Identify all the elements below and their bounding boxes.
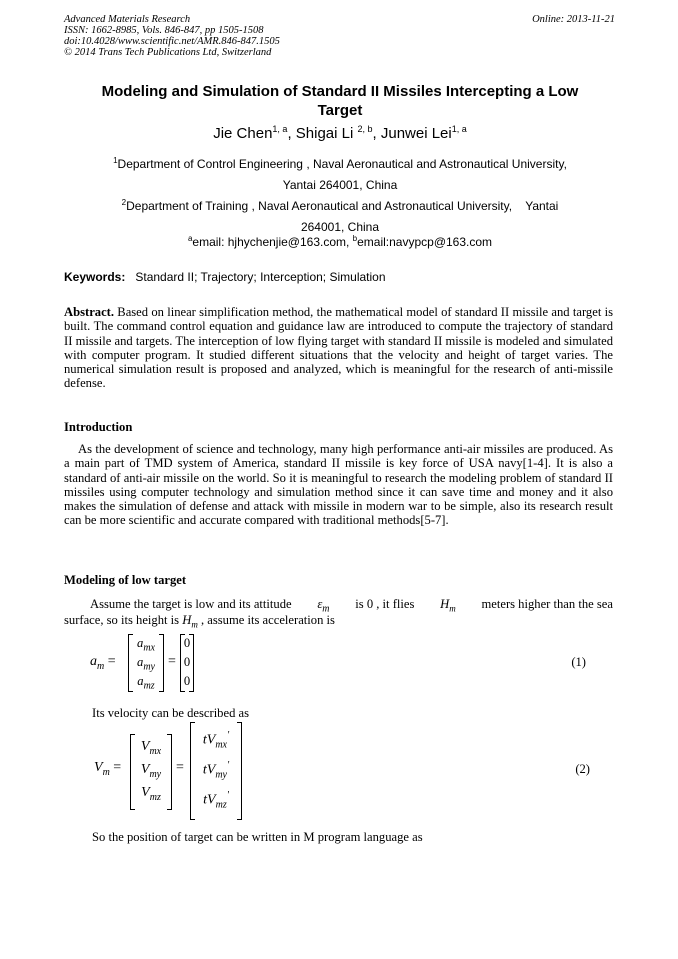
section-heading-modeling: Modeling of low target [64, 573, 187, 587]
eq1-entry [128, 655, 164, 673]
entry-subscript: mz [149, 791, 161, 803]
eq2-vector-symbols [130, 734, 172, 810]
entry-subscript: mz [143, 680, 155, 692]
eq1-value: 0 [183, 636, 191, 650]
title-line-1: Modeling and Simulation of Standard II Missiles Intercepting a Low [101, 83, 579, 100]
affiliation-2-line-2: 264001, China [300, 220, 380, 234]
equals-sign: = [113, 760, 122, 775]
modeling-text: meters higher than the sea [481, 597, 613, 611]
eq2-value [190, 760, 242, 780]
journal-name: Advanced Materials Research [64, 14, 191, 25]
height-glyph: H [182, 613, 192, 627]
eq1-value: 0 [183, 674, 191, 688]
entry-subscript: my [143, 661, 155, 673]
eq1-vector-symbols [128, 634, 164, 692]
introduction-text [64, 442, 613, 528]
modeling-text: , assume its acceleration is [197, 613, 335, 627]
velocity-text: Its velocity can be described as [92, 706, 250, 720]
equals-sign: = [176, 760, 184, 775]
entry-symbol: a [137, 636, 144, 650]
modeling-paragraph-line-2 [64, 613, 335, 630]
modeling-paragraph-line-1 [64, 597, 613, 615]
eq2-value [190, 730, 242, 750]
eq1-lhs [90, 654, 116, 672]
author-separator: , [287, 125, 296, 142]
author-name: Shigai Li [295, 125, 358, 142]
journal-header [64, 14, 280, 58]
epsilon-subscript: m [322, 603, 330, 615]
prime-mark: ' [226, 760, 230, 771]
keywords-label: Keywords: [64, 270, 126, 284]
entry-symbol: V [140, 762, 150, 777]
entry-symbol: a [137, 674, 144, 688]
paper-title [70, 82, 610, 120]
eq2-entry [130, 762, 172, 780]
abstract [64, 305, 613, 391]
keywords [64, 270, 386, 284]
value-symbol: tV [202, 732, 216, 748]
height-symbol [440, 597, 456, 615]
value-symbol: tV [202, 762, 216, 778]
entry-subscript: mx [143, 642, 155, 654]
eq2-lhs-subscript: m [102, 766, 110, 778]
eq2-lhs-symbol: V [94, 760, 103, 775]
introduction-paragraph: As the development of science and technology, many high performance anti-air missiles are produced. As a main part of TMD system of America, standard II missile is key force of USA navy[1-4]. It is also a standard of anti-air missile on the world. So it is meaningful to research the modeling problem of standard II missiles using computer technology and simulation method since it can save time and money and it also makes the simulation of defense and attack with missile in modern war to be simple, also its research result can be more scientific and accurate compared with traditional methods[5-7]. [64, 442, 613, 528]
affiliation-text: Department of Training , Naval Aeronautical and Astronautical University, Yantai [126, 199, 559, 213]
author-separator: , [372, 125, 381, 142]
modeling-text: Assume the target is low and its attitude [90, 597, 292, 611]
email-superscript: a [187, 234, 193, 243]
entry-subscript: mx [149, 745, 162, 757]
author-superscript: 1, a [451, 124, 467, 134]
eq2-lhs [94, 760, 121, 778]
eq1-entry [128, 636, 164, 654]
author-list [40, 124, 640, 142]
equation-number: (1) [571, 655, 586, 669]
eq2-vector-values [190, 722, 242, 820]
abstract-text: Based on linear simplification method, the mathematical model of standard II missile and target is built. The command control equation and guidance law are introduced to compute the trajectory of standard II missile and targets. The interception of low flying target with standard II missile is modeled and simulated with computer program. It studied different situations that the velocity and height of target varies. The numerical simulation result is proposed and analyzed, which is meaningful for the research of anti-missile defense. [64, 305, 613, 391]
entry-symbol: a [137, 655, 144, 669]
affiliation-2-line-1 [40, 192, 640, 217]
prime-mark: ' [226, 730, 230, 741]
author-superscript: 2, b [357, 124, 373, 134]
equation-number: (2) [575, 762, 590, 776]
affiliation-1-line-2: Yantai 264001, China [282, 178, 398, 192]
modeling-text: is 0 , it flies [355, 597, 415, 611]
eq1-entry [128, 674, 164, 692]
equation-2 [94, 722, 614, 820]
modeling-text: surface, so its height is [64, 613, 183, 627]
copyright: © 2014 Trans Tech Publications Ltd, Switzerland [64, 47, 272, 58]
value-symbol: tV [203, 792, 216, 808]
author-name: Junwei Lei [380, 125, 452, 142]
affiliation-1-line-1 [40, 150, 640, 175]
eq2-entry [130, 785, 172, 803]
keywords-text: Standard II; Trajectory; Interception; Simulation [135, 270, 386, 284]
email-address-a[interactable]: email: hjhychenjie@163.com, [192, 235, 353, 249]
height-glyph: H [440, 597, 450, 611]
value-subscript: my [215, 769, 227, 781]
eq2-entry [130, 739, 172, 757]
prime-mark: ' [226, 790, 229, 801]
entry-symbol: V [141, 785, 150, 800]
value-subscript: mx [215, 739, 227, 751]
author-superscript: 1, a [272, 124, 288, 134]
epsilon-glyph: ε [317, 597, 323, 611]
section-heading-introduction: Introduction [64, 420, 133, 434]
equals-sign: = [107, 654, 116, 669]
eq1-value: 0 [183, 655, 191, 669]
title-line-2: Target [317, 102, 363, 119]
eq1-vector-values [180, 634, 194, 692]
affiliation-2 [40, 192, 640, 238]
email-superscript: b [352, 234, 358, 243]
eq2-value [190, 790, 242, 810]
eq1-lhs-subscript: m [97, 660, 105, 672]
eq1-lhs-symbol: a [90, 654, 97, 669]
online-date: Online: 2013-11-21 [532, 14, 615, 25]
height-subscript: m [191, 619, 198, 630]
affiliation-text: Department of Control Engineering , Naval Aeronautical and Astronautical University, [117, 157, 567, 171]
author-name: Jie Chen [213, 125, 273, 142]
issn: ISSN: 1662-8985, Vols. 846-847, pp 1505-1508 [64, 25, 264, 36]
height-subscript: m [449, 603, 456, 614]
email-line [40, 234, 640, 249]
doi: doi:10.4028/www.scientific.net/AMR.846-847.1505 [64, 36, 280, 47]
affiliation-1 [40, 150, 640, 196]
affiliation-superscript: 1 [113, 156, 118, 165]
equals-sign: = [168, 654, 176, 669]
epsilon-symbol [317, 597, 329, 615]
entry-subscript: my [149, 768, 162, 780]
email-address-b[interactable]: email:navypcp@163.com [357, 235, 493, 249]
abstract-label: Abstract. [64, 305, 115, 319]
entry-symbol: V [140, 739, 150, 754]
value-subscript: mz [215, 799, 227, 811]
position-text: So the position of target can be written in M program language as [92, 830, 423, 844]
equation-1 [90, 632, 610, 694]
affiliation-superscript: 2 [121, 198, 127, 207]
